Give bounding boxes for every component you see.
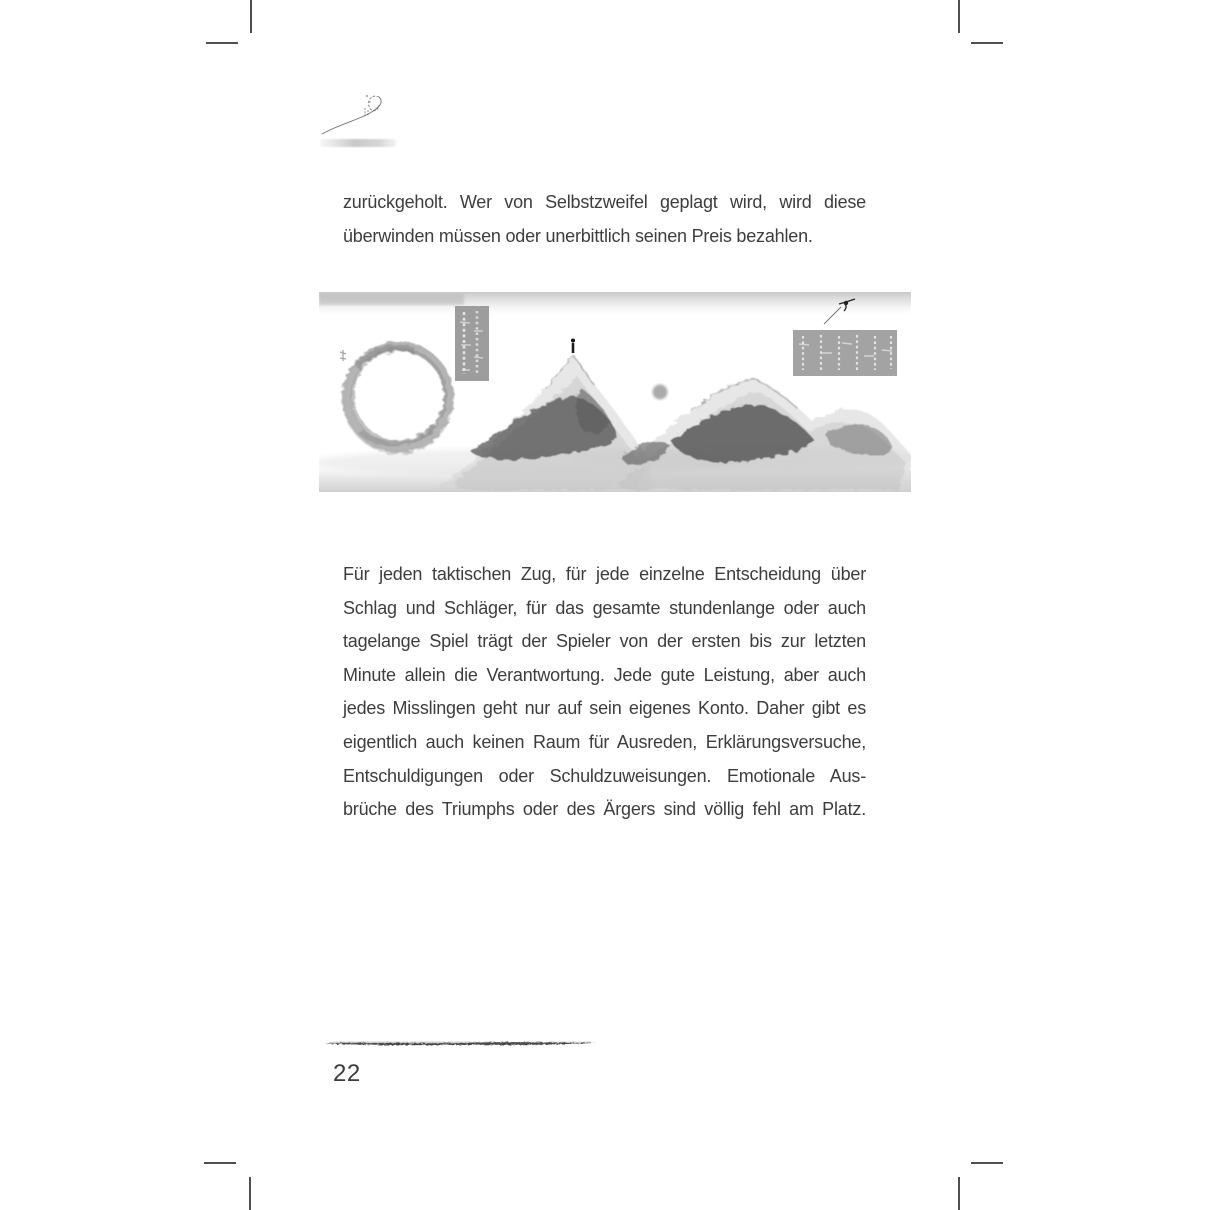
sketch-figure-icon bbox=[318, 92, 398, 152]
page-number: 22 bbox=[333, 1060, 361, 1087]
crop-mark-bottom-left-horizontal bbox=[204, 1162, 236, 1164]
text-line: zurückgeholt. Wer von Selbstzweifel geplagt wird, wird diese bbox=[343, 192, 866, 212]
crop-mark-top-left-vertical bbox=[250, 0, 252, 33]
paragraph-main bbox=[343, 558, 866, 827]
paragraph-intro bbox=[343, 186, 866, 253]
text-line: eigentlich auch keinen Raum für Ausreden, Erklärungsversuche, bbox=[343, 731, 866, 752]
text-line: jedes Misslingen geht nur auf sein eigenes Konto. Daher gibt es bbox=[343, 698, 866, 719]
ink-painting bbox=[319, 292, 911, 492]
crop-mark-bottom-right-horizontal bbox=[971, 1162, 1003, 1164]
artist-mark-icon bbox=[340, 350, 346, 361]
brush-stroke-icon bbox=[323, 1035, 603, 1053]
climber-figure-icon bbox=[571, 339, 575, 354]
ink-painting-svg bbox=[319, 292, 911, 492]
chapter-sketch-logo bbox=[318, 92, 398, 152]
text-line: brüche des Triumphs oder des Ärgers sind völlig fehl am Platz. bbox=[343, 799, 866, 820]
calligraphy-seal-horizontal-icon bbox=[793, 330, 897, 376]
enso-circle-icon bbox=[344, 344, 453, 453]
crop-mark-top-left-horizontal bbox=[206, 42, 238, 44]
crop-mark-top-right-vertical bbox=[958, 0, 960, 33]
text-line: Für jeden taktischen Zug, für jede einzelne Entscheidung über bbox=[343, 564, 866, 584]
scroll-top-streak bbox=[319, 294, 464, 305]
crop-mark-bottom-left-vertical bbox=[249, 1177, 251, 1210]
crop-mark-bottom-right-vertical bbox=[958, 1177, 960, 1210]
text-line: Minute allein die Verantwortung. Jede gute Leistung, aber auch bbox=[343, 664, 866, 685]
text-line: tagelange Spiel trägt der Spieler von der ersten bis zur letzten bbox=[343, 631, 866, 652]
crop-mark-top-right-horizontal bbox=[971, 42, 1003, 44]
calligraphy-seal-vertical-icon bbox=[455, 306, 489, 381]
text-line: Schlag und Schläger, für das gesamte stundenlange oder auch bbox=[343, 597, 866, 618]
text-line: Entschuldigungen oder Schuldzuweisungen. Emotionale Aus- bbox=[343, 765, 866, 786]
sun-disc-icon bbox=[653, 385, 668, 400]
text-line: überwinden müssen oder unerbittlich seinen Preis bezahlen. bbox=[343, 225, 813, 246]
brush-divider bbox=[323, 1035, 603, 1053]
